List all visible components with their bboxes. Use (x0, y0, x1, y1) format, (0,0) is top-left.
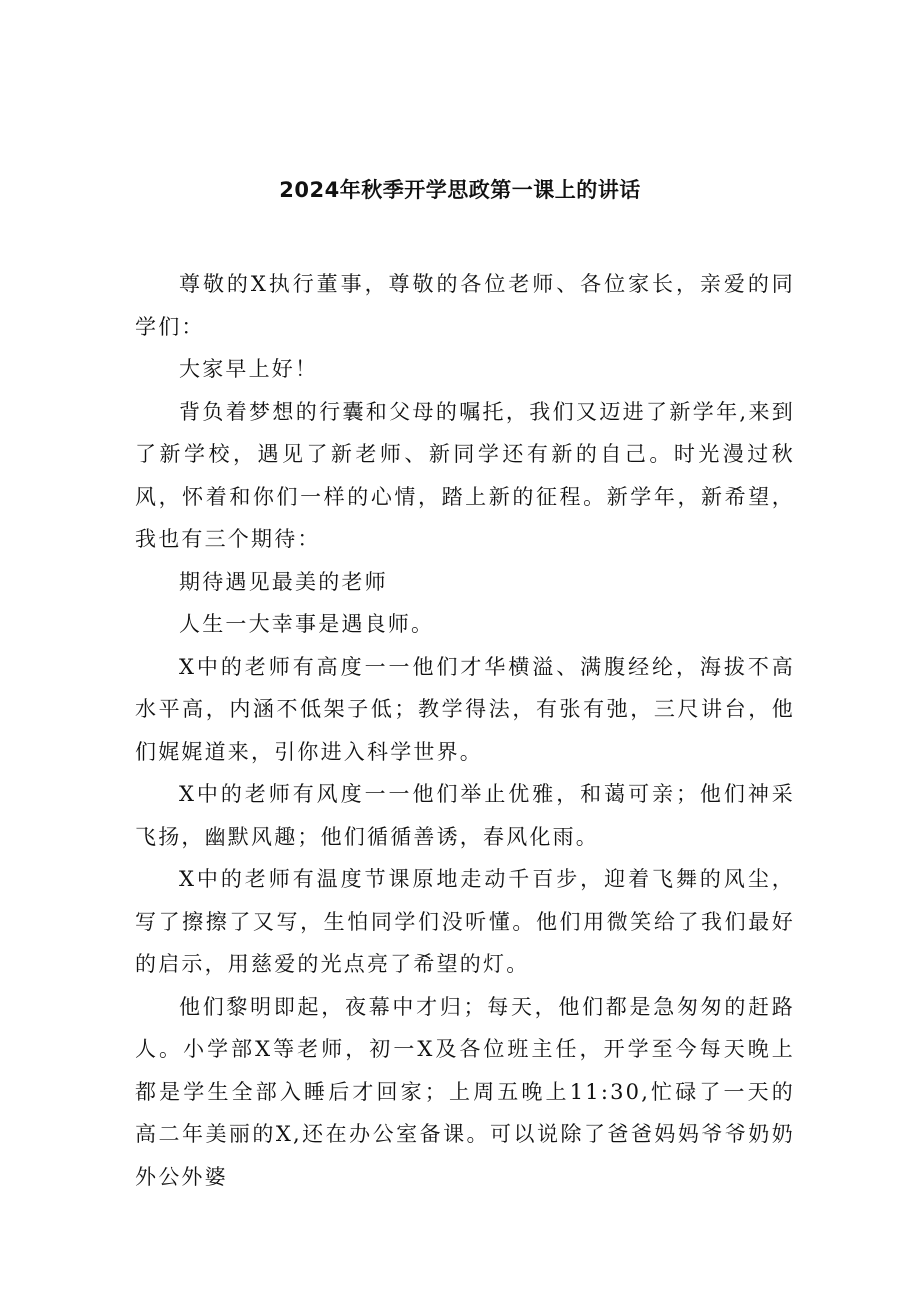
paragraph-teacher-grace: X中的老师有风度一一他们举止优雅，和蔼可亲；他们神采飞扬，幽默风趣；他们循循善诱，春风化雨。 (135, 782, 795, 849)
paragraph-teacher-height: X中的老师有高度一一他们才华横溢、满腹经纶，海拔不高水平高，内涵不低架子低；教学得法，有张有弛，三尺讲台，他们娓娓道来，引你进入科学世界。 (135, 654, 795, 764)
document-title: 2024年秋季开学思政第一课上的讲话 (279, 178, 641, 202)
paragraph-intro: 背负着梦想的行囊和父母的嘱托，我们又迈进了新学年,来到了新学校，遇见了新老师、新同学还有新的自己。时光漫过秋风，怀着和你们一样的心情，踏上新的征程。新学年，新希望，我也有三个期待： (135, 399, 795, 551)
paragraph-heading-teachers: 期待遇见最美的老师 (179, 569, 388, 594)
paragraph-good-teacher: 人生一大幸事是遇良师。 (179, 612, 435, 636)
paragraph-teacher-warmth: X中的老师有温度节课原地走动千百步，迎着飞舞的风尘，写了擦擦了又写，生怕同学们没听懂。他们用微笑给了我们最好的启示，用慈爱的光点亮了希望的灯。 (135, 867, 795, 976)
document-body (135, 263, 795, 1198)
paragraph-teacher-dedication: 他们黎明即起，夜幕中才归；每天，他们都是急匆匆的赶路人。小学部X等老师，初一X及各位班主任，开学至今每天晚上都是学生全部入睡后才回家；上周五晚上11:30,忙碌了一天的高二年美丽的X,还在办公室备课。可以说除了爸爸妈妈爷爷奶奶外公外婆 (135, 994, 795, 1189)
paragraph-greeting: 大家早上好！ (179, 357, 319, 381)
paragraph-salutation: 尊敬的X执行董事，尊敬的各位老师、各位家长，亲爱的同学们： (135, 272, 795, 339)
